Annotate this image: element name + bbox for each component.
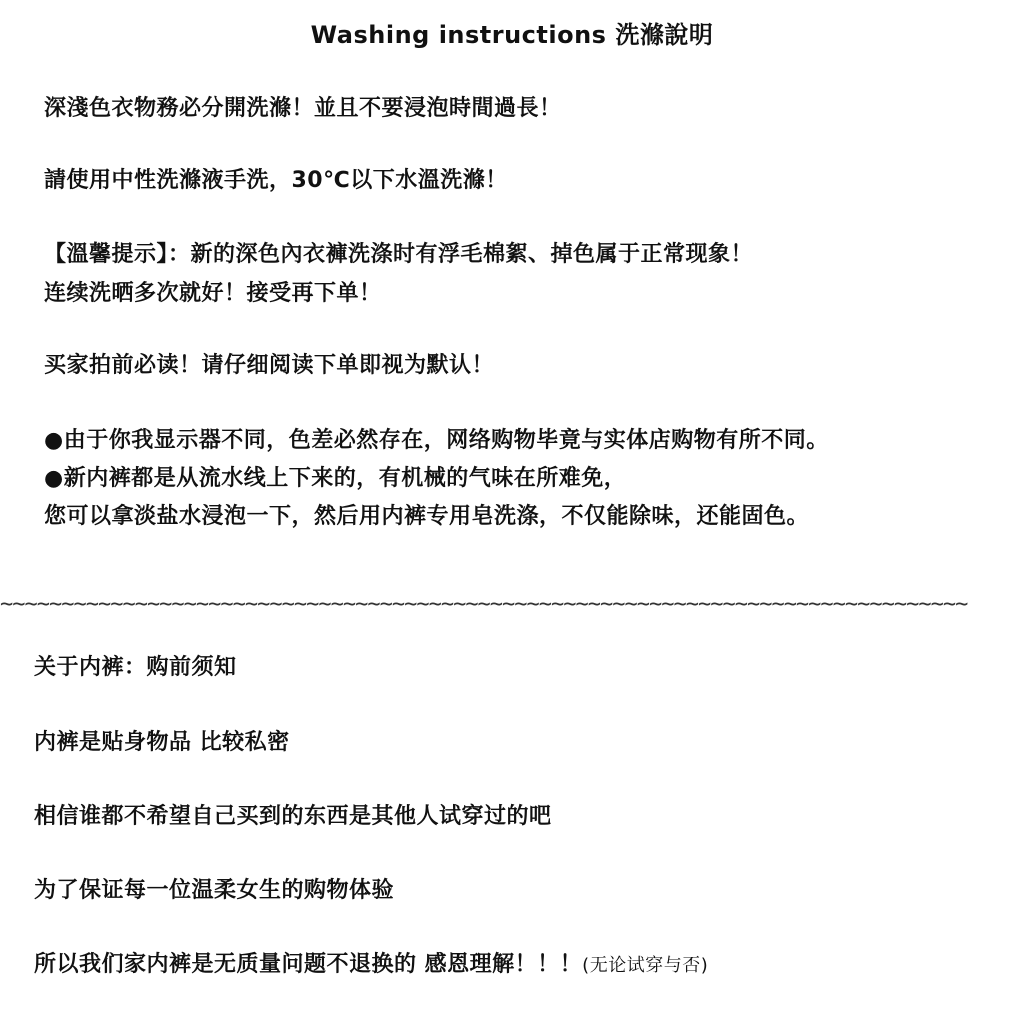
notice-line-private: 内裤是贴身物品 比较私密	[34, 730, 290, 755]
notice-no-return-note: (无论试穿与否)	[582, 955, 709, 976]
notice-line-no-return	[34, 950, 708, 981]
page-title: Washing instructions 洗滌說明	[310, 21, 714, 49]
washing-line-warm-tip: 【溫馨提示】：新的深色內衣褲洗涤时有浮毛棉絮、掉色属于正常现象！	[44, 242, 754, 267]
washing-line-odor: ●新内裤都是从流水线上下来的，有机械的气味在所难免，	[44, 466, 627, 491]
washing-line-read-before-buy: 买家拍前必读！请仔细阅读下单即视为默认！	[44, 353, 495, 378]
tilde-divider: ~~~~~~~~~~~~~~~~~~~~~~~~~~~~~~~~~~~~~~~~~~~~~~~~~~~~~~~~~~~~~~~~~~~~~~~~~~~~~~~	[0, 592, 968, 617]
washing-line-hand-wash: 請使用中性洗滌液手洗，30℃以下水溫洗滌！	[44, 168, 508, 193]
washing-line-separate-colors: 深淺色衣物務必分開洗滌！並且不要浸泡時間過長！	[44, 96, 562, 121]
washing-line-salt-water: 您可以拿淡盐水浸泡一下，然后用内裤专用皂洗涤，不仅能除味，还能固色。	[44, 504, 810, 529]
washing-line-color-difference: ●由于你我显示器不同，色差必然存在，网络购物毕竟与实体店购物有所不同。	[44, 428, 829, 453]
notice-no-return-text: 所以我们家内裤是无质量问题不退换的 感恩理解！！！	[34, 952, 583, 977]
washing-line-repeat-wash: 连续洗晒多次就好！接受再下单！	[44, 281, 382, 306]
notice-line-not-tried: 相信谁都不希望自己买到的东西是其他人试穿过的吧	[34, 804, 552, 829]
notice-line-experience: 为了保证每一位温柔女生的购物体验	[34, 878, 395, 903]
notice-heading: 关于内裤：购前须知	[34, 655, 237, 680]
